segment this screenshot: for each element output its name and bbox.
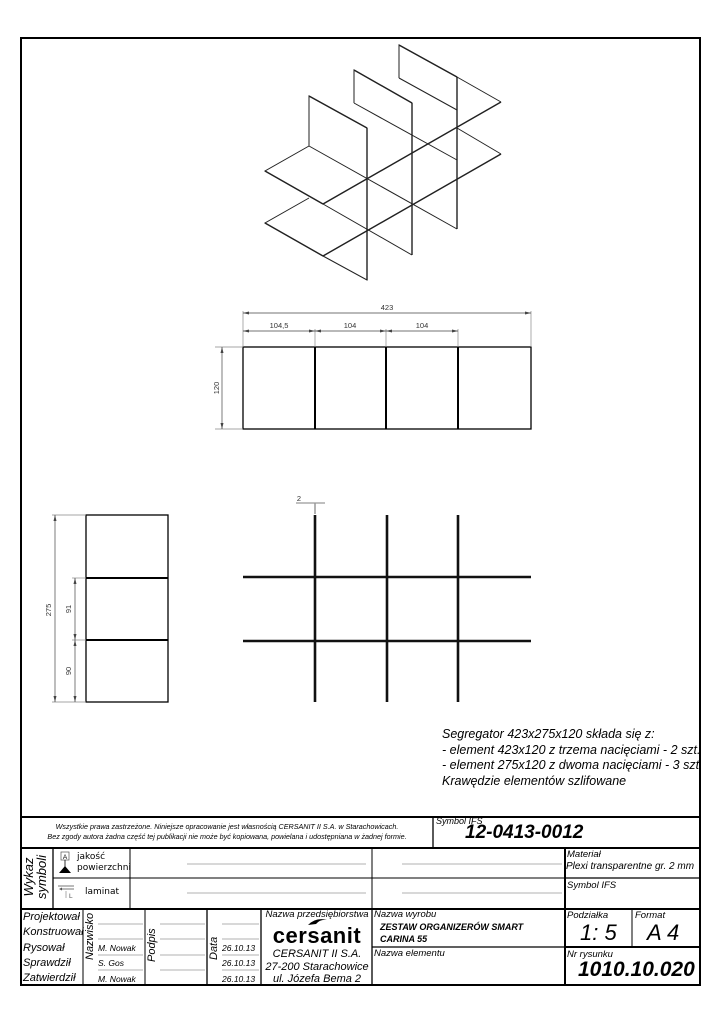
product-label: Nazwa wyrobu: [374, 909, 437, 920]
dim-thickness: 2: [296, 494, 302, 503]
symbol-ifs-value: 12-0413-0012: [465, 822, 584, 843]
product-name: ZESTAW ORGANIZERÓW SMART CARINA 55: [380, 922, 524, 944]
drawing-notes: [442, 727, 703, 789]
role-constructed: Konstruował: [23, 926, 84, 939]
dim-height: 120: [212, 381, 221, 395]
company-address: [262, 948, 372, 986]
column-header-signature: Podpis: [146, 928, 158, 962]
role-approved: Zatwierdził: [23, 972, 76, 985]
symbol-label-surface-quality: jakość powierzchni: [77, 852, 131, 873]
company-address-line2: ul. Józefa Bema 2: [272, 973, 362, 985]
drawing-frame: [21, 38, 700, 985]
dim-segment-1: 104,5: [269, 321, 289, 330]
side-view: [44, 515, 168, 702]
dim-overall-length: 423: [380, 303, 394, 312]
names-column: [98, 941, 136, 987]
scale-value: 1: 5: [580, 920, 617, 945]
company-address-line1: 27-200 Starachowice: [265, 960, 369, 973]
role-checked: Sprawdził: [23, 956, 71, 969]
dim-segment-3: 104: [415, 321, 429, 330]
top-view: [243, 515, 531, 702]
roles-column: [23, 910, 84, 986]
company-name: CERSANIT II S.A.: [272, 948, 362, 960]
dim-segment-upper: 91: [64, 604, 73, 614]
role-designed: Projektował: [23, 911, 80, 923]
laminate-icon: [58, 886, 74, 900]
note-line: - element 423x120 z trzema nacięciami - 2 szt.: [442, 742, 701, 757]
dates-column: [222, 941, 255, 987]
format-label: Format: [635, 910, 666, 921]
role-drawn: Rysował: [23, 941, 65, 954]
drawing-number-value: 1010.10.020: [578, 958, 695, 981]
symbol-label-laminate: laminat: [85, 887, 120, 897]
note-line: Segregator 423x275x120 składa się z:: [442, 727, 655, 741]
company-label: Nazwa przedsiębiorstwa: [265, 909, 369, 920]
dim-segment-lower: 90: [64, 666, 73, 676]
svg-text:A: A: [62, 854, 68, 861]
name-drawn: M. Nowak: [98, 943, 136, 953]
symbol-ifs-label-2: Symbol IFS: [567, 880, 617, 891]
date-drawn: 26.10.13: [222, 943, 256, 953]
drawing-number-label: Nr rysunku: [567, 949, 613, 960]
format-value: A 4: [647, 920, 680, 945]
column-header-name: Nazwisko: [84, 912, 96, 960]
cersanit-logo: cersanit: [272, 923, 362, 948]
surface-quality-icon: [59, 852, 71, 873]
name-approved: M. Nowak: [98, 973, 136, 984]
material-value: Plexi transparentne gr. 2 mm: [566, 861, 695, 872]
date-approved: 26.10.13: [222, 973, 256, 984]
svg-text:L: L: [69, 893, 73, 900]
front-view: [212, 303, 531, 429]
dim-overall-width: 275: [44, 603, 53, 617]
symbols-list-title: Wykaz symboli: [21, 854, 49, 900]
dim-segment-2: 104: [343, 321, 357, 330]
note-line: Krawędzie elementów szlifowane: [442, 773, 627, 788]
scale-label: Podziałka: [567, 910, 609, 921]
material-label: Materiał: [567, 849, 601, 860]
isometric-view: [265, 45, 501, 280]
note-line: - element 275x120 z dwoma nacięciami - 3 szt.: [442, 758, 703, 772]
element-label: Nazwa elementu: [374, 948, 445, 959]
date-checked: 26.10.13: [222, 958, 256, 969]
column-header-date: Data: [208, 936, 220, 960]
symbol-ifs-label: Symbol IFS: [436, 816, 483, 826]
copyright-notice: Wszystkie prawa zastrzeżone. Niniejsze opracowanie jest własnością CERSANIT II S.A. w Starachowicach. Bez zgody autora żadna część tej publikacji nie może być kopiowana, powielana i udostępniana w żadnej formie.: [47, 822, 407, 841]
name-checked: S. Gos: [98, 958, 124, 969]
thickness-dimension: [296, 494, 325, 514]
